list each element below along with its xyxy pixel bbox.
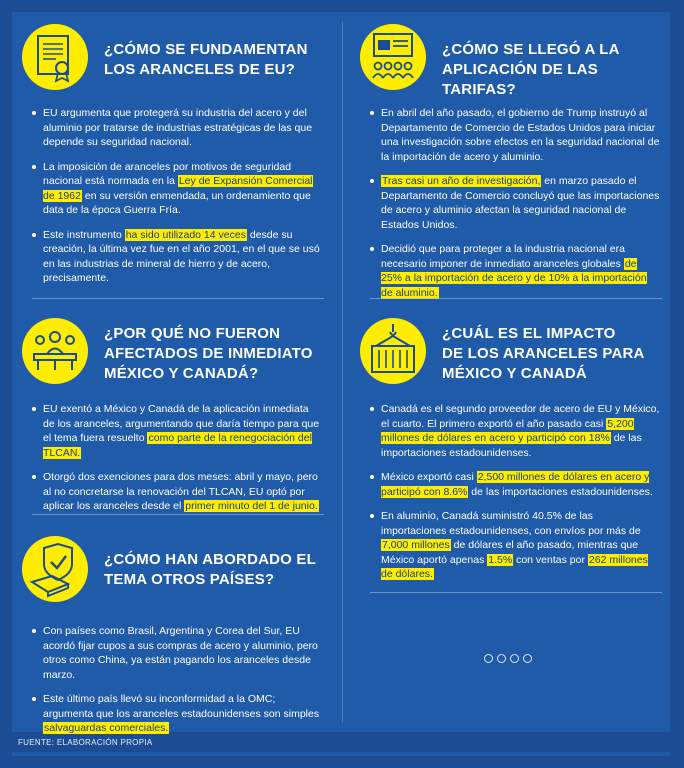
footer (12, 738, 670, 750)
separator (32, 514, 324, 515)
dot-icon (510, 654, 519, 663)
separator (370, 298, 662, 299)
list-item: En abril del año pasado, el gobierno de Trump instruyó al Departamento de Comercio de Estados Unidos para iniciar una investigación sobre efectos en la seguridad nacional de la importación de acero y aluminio. (370, 106, 660, 164)
list-item: México exportó casi 2,500 millones de dólares en acero y participó con 8.6% de las importaciones estadounidenses. (370, 470, 660, 499)
dot-icon (523, 654, 532, 663)
list-item: Canadá es el segundo proveedor de acero de EU y México, el cuarto. El primero exportó el año pasado casi 5,200 millones de dólares en acero y participó con 18% de las importaciones estadounidenses. (370, 402, 660, 460)
highlight: Ley de Expansión Comercial de 1962 (43, 175, 313, 202)
highlight: salvaguardas comerciales. (44, 722, 169, 734)
bullet-list (370, 402, 660, 592)
footer-bar (12, 752, 670, 756)
highlight: 5,200 millones de dólares en acero y participó con 18% (381, 417, 634, 444)
list-item: Tras casi un año de investigación, en marzo pasado el Departamento de Comercio concluyó que las importaciones de acero y aluminio afectan la seguridad nacional de Estados Unidos. (370, 174, 660, 232)
crane-container-icon (360, 318, 426, 384)
document-seal-icon (22, 24, 88, 90)
list-item: Este instrumento ha sido utilizado 14 veces desde su creación, la última vez fue en el año 2001, en el que se usó en las industrias de mineral de hierro y de acero, precisamente. (32, 228, 322, 286)
list-item: Decidió que para proteger a la industria nacional era necesario imponer de inmediato aranceles globales de 25% a la importación de acero y de 10% a la importación de aluminio. (370, 242, 660, 300)
highlight: Tras casi un año de investigación, (382, 175, 541, 187)
list-item: EU argumenta que protegerá su industria del acero y del aluminio por tratarse de industrias estratégicas de las que depende su seguridad nacional. (32, 106, 322, 150)
section-title: ¿CUÁL ES EL IMPACTO DE LOS ARANCELES PARA MÉXICO Y CANADÁ (442, 325, 645, 382)
highlight: 1.5% (488, 553, 513, 566)
dot-icon (497, 654, 506, 663)
list-item: La imposición de aranceles por motivos de seguridad nacional está normada en la Ley de Expansión Comercial de 1962 en su versión enmendada, un ordenamiento que data de la época Guerra Fría. (32, 160, 322, 218)
meeting-table-icon (22, 318, 88, 384)
presentation-audience-icon (360, 24, 426, 90)
pagination-dots (484, 650, 536, 668)
highlight: 262 millones de dólares. (381, 553, 648, 580)
section-title: ¿CÓMO SE FUNDAMENTAN LOS ARANCELES DE EU? (104, 41, 308, 78)
dot-icon (484, 654, 493, 663)
section-title: ¿CÓMO HAN ABORDADO EL TEMA OTROS PAÍSES? (104, 551, 316, 588)
section-title: ¿POR QUÉ NO FUERON AFECTADOS DE INMEDIATO MÉXICO Y CANADÁ? (104, 325, 313, 382)
list-item: En aluminio, Canadá suministró 40.5% de las importaciones estadounidenses, con envíos por más de 7,000 millones de dólares el año pasado, mientras que México aportó apenas 1.5% con ventas por 262 millones de dólares. (370, 509, 660, 582)
column-divider (342, 22, 343, 722)
separator (370, 592, 662, 593)
source-label: FUENTE: ELABORACIÓN PROPIA (18, 738, 153, 747)
bullet-list (32, 106, 322, 296)
highlight: como parte de la renegociación del TLCAN. (43, 432, 312, 459)
list-item: Este último país llevó su inconformidad a la OMC; argumenta que los aranceles estadounidenses son simples salvaguardas comerciales. (32, 692, 322, 736)
shield-check-icon (22, 536, 88, 602)
bullet-list (32, 624, 322, 746)
bullet-list (32, 402, 322, 524)
list-item: Otorgó dos exenciones para dos meses: abril y mayo, pero al no concretarse la renovación del TLCAN, EU optó por aplicar los aranceles desde el primer minuto del 1 de junio. (32, 470, 322, 514)
bullet-list (370, 106, 660, 310)
highlight: primer minuto del 1 de junio. (185, 500, 318, 512)
list-item: EU exentó a México y Canadá de la aplicación inmediata de los aranceles, argumentando que daría tiempo para que el tema fuera resuelto como parte de la renegociación del TLCAN. (32, 402, 322, 460)
highlight: ha sido utilizado 14 veces (125, 228, 246, 241)
list-item: Con países como Brasil, Argentina y Corea del Sur, EU acordó fijar cupos a sus compras de acero y aluminio, pero otros como China, ya están pagando los aranceles desde marzo. (32, 624, 322, 682)
highlight: de 25% a la importación de acero y de 10% a la importación de aluminio. (381, 257, 647, 299)
section-title: ¿CÓMO SE LLEGÓ A LA APLICACIÓN DE LAS TARIFAS? (442, 41, 620, 98)
separator (32, 298, 324, 299)
highlight: 7,000 millones (382, 539, 450, 551)
highlight: 2,500 millones de dólares en acero y participó con 8.6% (381, 471, 650, 498)
